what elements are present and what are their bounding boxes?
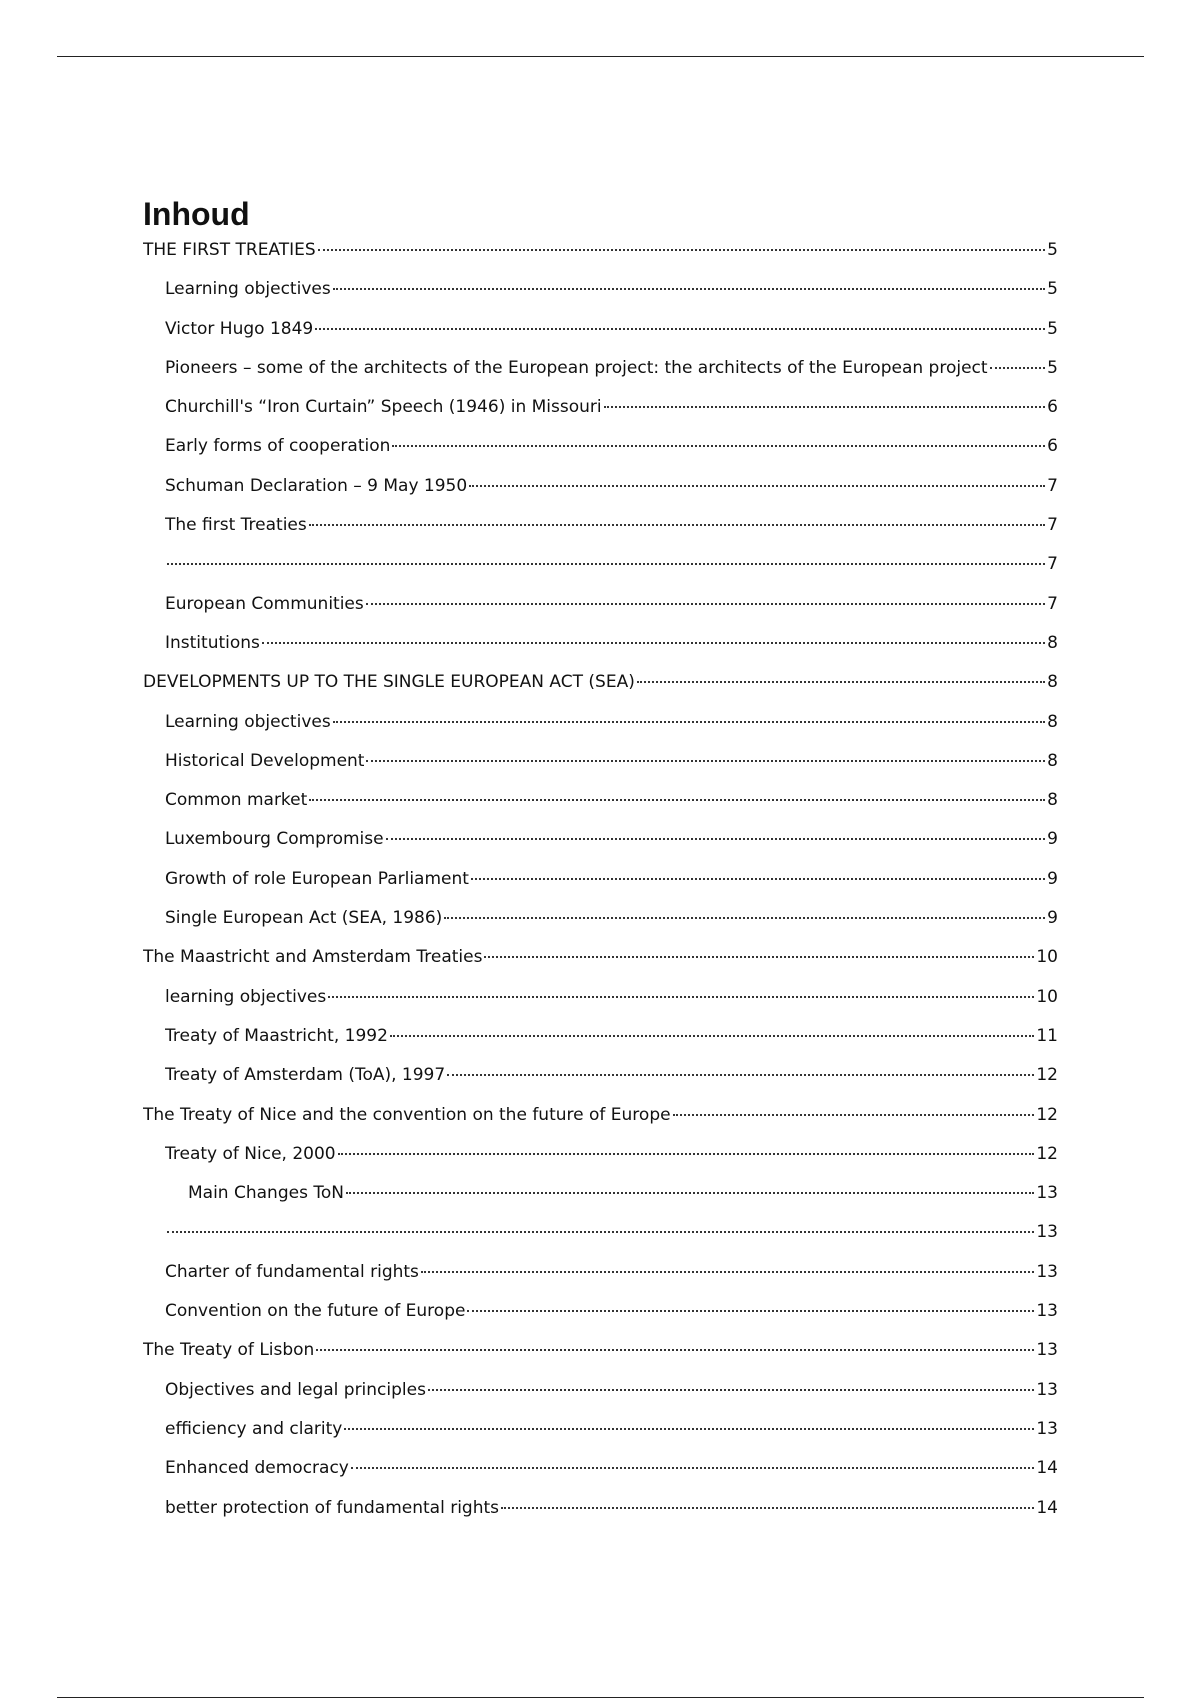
toc-entry-page-number: 8	[1047, 711, 1058, 732]
toc-entry-title: Treaty of Amsterdam (ToA), 1997	[165, 1065, 446, 1086]
toc-entry[interactable]	[143, 319, 1058, 358]
toc-entry-title: DEVELOPMENTS UP TO THE SINGLE EUROPEAN ACT (SEA)	[143, 672, 635, 693]
toc-entry-dot-leader	[333, 288, 1045, 290]
toc-entry-dot-leader	[366, 603, 1045, 605]
toc-entry[interactable]	[143, 633, 1058, 672]
toc-title: Inhoud	[143, 196, 250, 232]
toc-entry[interactable]	[143, 476, 1058, 515]
toc-entry-title: Early forms of cooperation	[165, 436, 391, 457]
toc-entry-title: better protection of fundamental rights	[165, 1497, 500, 1518]
toc-entry-dot-leader	[484, 956, 1034, 958]
toc-entry-page-number: 8	[1047, 750, 1058, 771]
toc-entry[interactable]	[143, 1065, 1058, 1104]
toc-entry-page-number: 10	[1036, 986, 1058, 1007]
toc-entry-dot-leader	[351, 1467, 1035, 1469]
toc-entry-dot-leader	[392, 445, 1045, 447]
toc-entry-page-number: 5	[1047, 357, 1058, 378]
toc-entry[interactable]	[143, 1340, 1058, 1379]
toc-entry-page-number: 5	[1047, 240, 1058, 260]
toc-entry-page-number: 5	[1047, 318, 1058, 339]
toc-entry-page-number: 14	[1036, 1458, 1058, 1479]
toc-entry-page-number: 9	[1047, 908, 1058, 929]
toc-entry-dot-leader	[501, 1507, 1034, 1509]
toc-entry-dot-leader	[316, 1349, 1034, 1351]
toc-entry-page-number: 9	[1047, 868, 1058, 889]
toc-entry-dot-leader	[333, 721, 1045, 723]
toc-entry-title: Main Changes ToN	[188, 1183, 344, 1204]
toc-entry-page-number: 13	[1036, 1379, 1058, 1400]
toc-entry[interactable]	[143, 1498, 1058, 1537]
toc-entry-title: Learning objectives	[165, 279, 331, 300]
toc-entry-title: Luxembourg Compromise	[165, 829, 384, 850]
toc-entry[interactable]	[143, 554, 1058, 593]
toc-entry-page-number: 13	[1036, 1261, 1058, 1282]
toc-entry[interactable]	[143, 1262, 1058, 1301]
toc-entry-page-number: 10	[1036, 947, 1058, 968]
header-rule	[57, 56, 1144, 57]
toc-entry-page-number: 8	[1047, 790, 1058, 811]
toc-entry-page-number: 13	[1036, 1183, 1058, 1204]
toc-entry-title: The Maastricht and Amsterdam Treaties	[143, 947, 483, 968]
toc-entry-dot-leader	[167, 563, 1045, 565]
toc-entry-dot-leader	[990, 367, 1046, 369]
toc-entry-dot-leader	[386, 838, 1046, 840]
toc-entry-dot-leader	[421, 1271, 1034, 1273]
toc-entry-page-number: 5	[1047, 279, 1058, 300]
toc-entry-dot-leader	[444, 917, 1045, 919]
toc-entry-title: Charter of fundamental rights	[165, 1261, 419, 1282]
toc-entry-title: Convention on the future of Europe	[165, 1301, 466, 1322]
toc-entry-dot-leader	[344, 1428, 1034, 1430]
toc-entry-title: Schuman Declaration – 9 May 1950	[165, 475, 468, 496]
toc-entry[interactable]	[143, 987, 1058, 1026]
toc-entry[interactable]	[143, 594, 1058, 633]
toc-entry-page-number: 6	[1047, 436, 1058, 457]
toc-entry-page-number: 6	[1047, 397, 1058, 418]
toc-entry-title: Growth of role European Parliament	[165, 868, 469, 889]
toc-entry-dot-leader	[428, 1389, 1034, 1391]
toc-entry-dot-leader	[471, 878, 1045, 880]
toc-entry-page-number: 13	[1036, 1418, 1058, 1439]
toc-entry[interactable]	[143, 279, 1058, 318]
toc-entry-page-number: 8	[1047, 672, 1058, 693]
toc-entry-dot-leader	[338, 1153, 1035, 1155]
toc-entry-page-number: 13	[1036, 1301, 1058, 1322]
toc-entry-dot-leader	[346, 1192, 1034, 1194]
toc-entry[interactable]	[143, 829, 1058, 868]
toc-entry[interactable]	[143, 1419, 1058, 1458]
toc-entry-title: The Treaty of Nice and the convention on the future of Europe	[143, 1104, 671, 1125]
toc-entry-dot-leader	[469, 485, 1045, 487]
toc-entry-dot-leader	[390, 1035, 1034, 1037]
toc-entry[interactable]	[143, 1105, 1058, 1144]
toc-entry-title: learning objectives	[165, 986, 327, 1007]
toc-entry[interactable]	[143, 947, 1058, 986]
toc-entry-title: Common market	[165, 790, 308, 811]
toc-entry-dot-leader	[604, 406, 1046, 408]
toc-entry-dot-leader	[637, 681, 1045, 683]
toc-entry-title: Treaty of Nice, 2000	[165, 1143, 336, 1164]
toc-entry-title: European Communities	[165, 593, 364, 614]
toc-entry[interactable]	[143, 240, 1058, 279]
toc-entry[interactable]	[143, 908, 1058, 947]
toc-entry-title: Learning objectives	[165, 711, 331, 732]
toc-entry-title: Churchill's “Iron Curtain” Speech (1946) in Missouri	[165, 397, 602, 418]
toc-entry-page-number: 12	[1036, 1065, 1058, 1086]
toc-entry[interactable]	[143, 1222, 1058, 1261]
toc-entry-dot-leader	[318, 249, 1045, 251]
toc-entry-page-number: 8	[1047, 632, 1058, 653]
toc-entry-title: Treaty of Maastricht, 1992	[165, 1025, 388, 1046]
toc-entry[interactable]	[143, 515, 1058, 554]
toc-entry[interactable]	[143, 869, 1058, 908]
toc-entry[interactable]	[143, 1026, 1058, 1065]
toc-entry-dot-leader	[447, 1074, 1034, 1076]
toc-entry[interactable]	[143, 1458, 1058, 1497]
toc-entry-page-number: 12	[1036, 1104, 1058, 1125]
toc-entry-title: THE FIRST TREATIES	[143, 240, 316, 260]
toc-entry[interactable]	[143, 751, 1058, 790]
toc-entry-dot-leader	[262, 642, 1045, 644]
toc-entry-page-number: 12	[1036, 1143, 1058, 1164]
toc-entry[interactable]	[143, 790, 1058, 829]
toc-entry[interactable]	[143, 1301, 1058, 1340]
footer-rule	[57, 1697, 1144, 1698]
toc-entry-dot-leader	[309, 799, 1045, 801]
toc-entry-dot-leader	[167, 1231, 1034, 1233]
toc-entry-dot-leader	[366, 760, 1045, 762]
toc-entry-page-number: 13	[1036, 1340, 1058, 1361]
toc-entry-page-number: 7	[1047, 475, 1058, 496]
toc-entry-dot-leader	[315, 328, 1045, 330]
toc-entry-page-number: 7	[1047, 593, 1058, 614]
toc-entry-title: Enhanced democracy	[165, 1458, 349, 1479]
toc-entry[interactable]	[143, 1183, 1058, 1222]
toc-list	[143, 240, 1058, 1537]
toc-entry[interactable]	[143, 712, 1058, 751]
toc-entry-title: The Treaty of Lisbon	[143, 1340, 315, 1361]
toc-entry-title: Pioneers – some of the architects of the European project: the architects of the European project	[165, 357, 988, 378]
toc-entry-title: The first Treaties	[165, 515, 307, 536]
toc-entry-page-number: 11	[1036, 1025, 1058, 1046]
toc-entry-title: Victor Hugo 1849	[165, 318, 314, 339]
toc-entry-dot-leader	[309, 524, 1045, 526]
toc-entry-dot-leader	[328, 996, 1034, 998]
table-of-contents	[143, 190, 1058, 1537]
toc-entry-page-number: 9	[1047, 829, 1058, 850]
toc-entry-title: Objectives and legal principles	[165, 1379, 426, 1400]
toc-entry-page-number: 7	[1047, 515, 1058, 536]
toc-entry[interactable]	[143, 1144, 1058, 1183]
toc-entry-title: Historical Development	[165, 750, 365, 771]
toc-entry-dot-leader	[467, 1310, 1034, 1312]
toc-entry-page-number: 13	[1036, 1222, 1058, 1243]
toc-entry-page-number: 7	[1047, 554, 1058, 575]
toc-entry[interactable]	[143, 397, 1058, 436]
toc-entry-title: Institutions	[165, 632, 260, 653]
toc-entry[interactable]	[143, 672, 1058, 711]
toc-entry[interactable]	[143, 1380, 1058, 1419]
toc-entry[interactable]	[143, 358, 1058, 397]
toc-entry-title: efficiency and clarity	[165, 1418, 343, 1439]
toc-entry[interactable]	[143, 436, 1058, 475]
toc-entry-page-number: 14	[1036, 1497, 1058, 1518]
toc-entry-title: Single European Act (SEA, 1986)	[165, 908, 443, 929]
toc-entry-dot-leader	[673, 1114, 1035, 1116]
